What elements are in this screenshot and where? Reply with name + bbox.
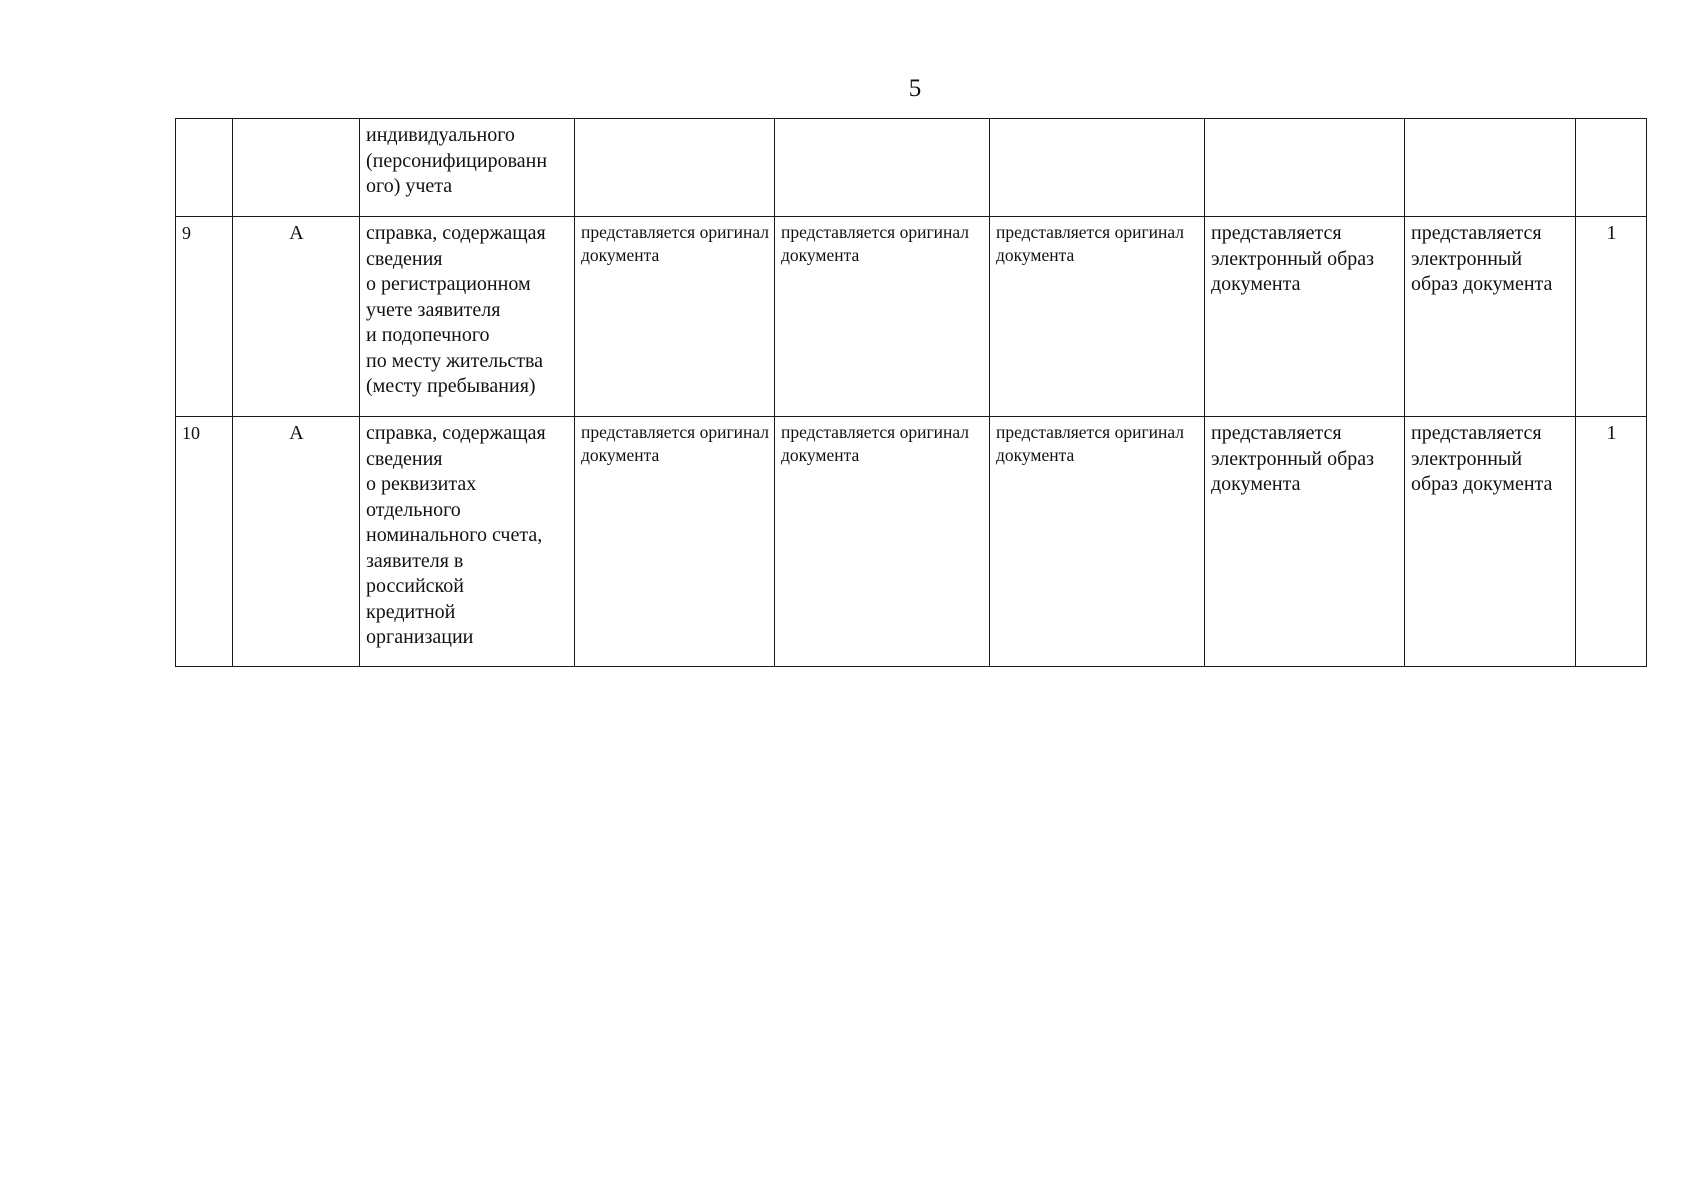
submission-cell: представляется оригинал документа xyxy=(775,417,990,667)
count-cell: 1 xyxy=(1576,217,1647,417)
electronic-submission-cell: представляется электронный образ документа xyxy=(1405,217,1576,417)
submission-cell xyxy=(575,119,775,217)
document-table xyxy=(175,118,1647,667)
row-number-cell xyxy=(176,119,233,217)
electronic-submission-cell: представляется электронный образ документа xyxy=(1205,417,1405,667)
table-row xyxy=(176,417,1647,667)
submission-cell: представляется оригинал документа xyxy=(990,217,1205,417)
submission-cell: представляется оригинал документа xyxy=(775,217,990,417)
electronic-submission-cell xyxy=(1205,119,1405,217)
submission-cell xyxy=(990,119,1205,217)
electronic-submission-cell xyxy=(1405,119,1576,217)
electronic-submission-cell: представляется электронный образ документа xyxy=(1205,217,1405,417)
row-number-cell: 9 xyxy=(176,217,233,417)
page-number: 5 xyxy=(908,75,922,102)
document-name-cell: справка, содержащая сведения о реквизитах отдельного номинального счета, заявителя в российской кредитной организации xyxy=(360,417,575,667)
document-name-cell: справка, содержащая сведения о регистрационном учете заявителя и подопечного по месту жительства (месту пребывания) xyxy=(360,217,575,417)
count-cell: 1 xyxy=(1576,417,1647,667)
row-number-cell: 10 xyxy=(176,417,233,667)
document-name-cell: индивидуального (персонифицированн ого) учета xyxy=(360,119,575,217)
table-row xyxy=(176,217,1647,417)
submission-cell: представляется оригинал документа xyxy=(575,217,775,417)
submission-cell: представляется оригинал документа xyxy=(990,417,1205,667)
count-cell xyxy=(1576,119,1647,217)
category-cell: А xyxy=(233,217,360,417)
table-row xyxy=(176,119,1647,217)
submission-cell xyxy=(775,119,990,217)
electronic-submission-cell: представляется электронный образ документа xyxy=(1405,417,1576,667)
category-cell: А xyxy=(233,417,360,667)
submission-cell: представляется оригинал документа xyxy=(575,417,775,667)
category-cell xyxy=(233,119,360,217)
